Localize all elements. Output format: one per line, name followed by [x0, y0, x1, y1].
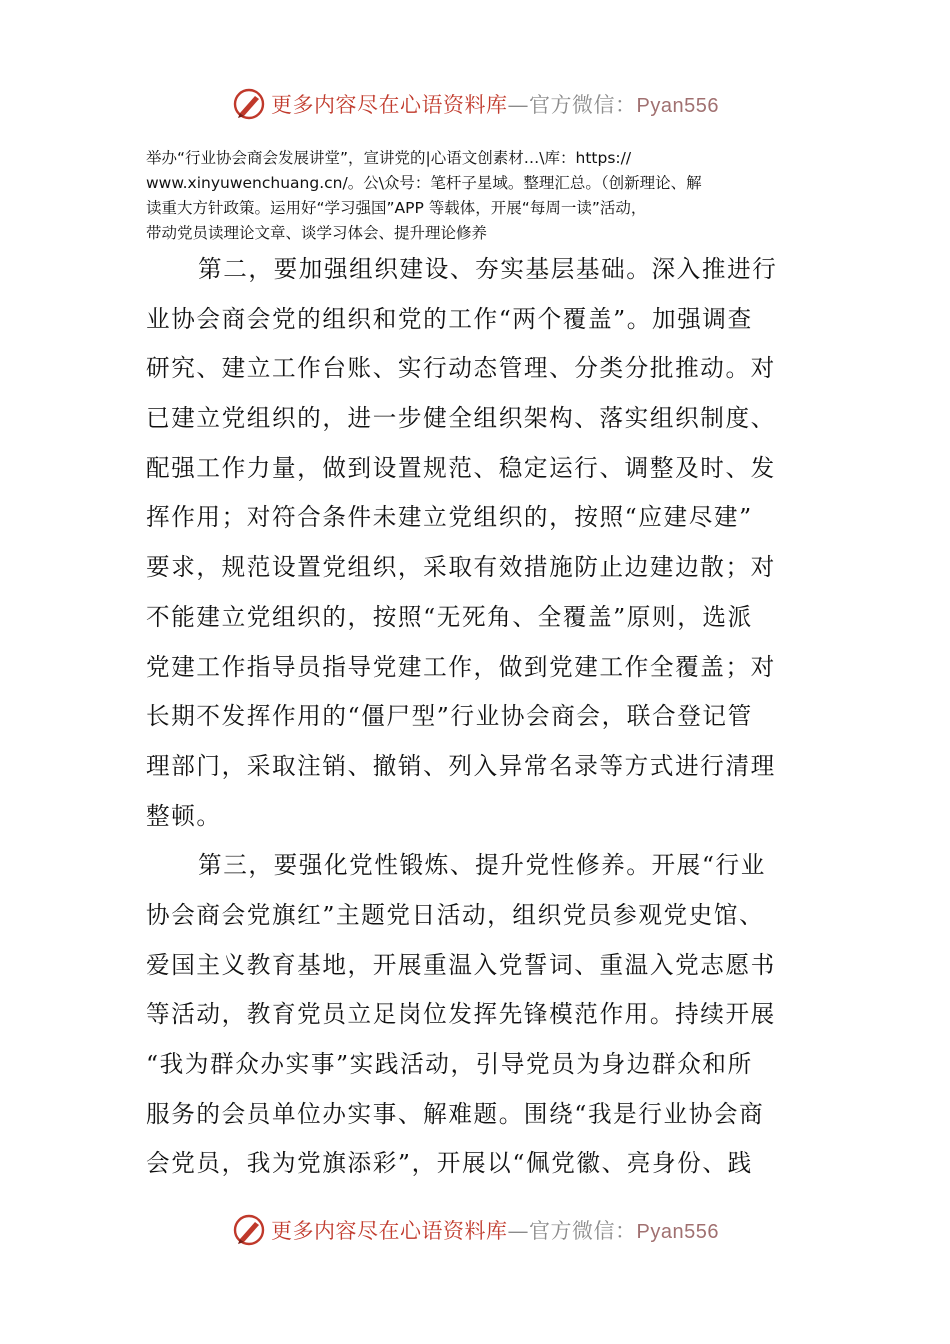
banner-dash: — — [507, 93, 530, 117]
banner-text — [271, 1215, 719, 1245]
paragraph-line: 长期不发挥作用的“僵尸型”行业协会商会，联合登记管 — [146, 702, 753, 731]
paragraph-line: 协会商会党旗红”主题党日活动，组织党员参观党史馆、 — [146, 900, 765, 929]
note-line: 举办“行业协会商会发展讲堂”，宣讲党的|心语文创素材…\库：https:// — [146, 149, 632, 167]
header-banner — [0, 84, 950, 124]
paragraph-2 — [146, 245, 786, 841]
paragraph-line: 服务的会员单位办实事、解难题。围绕“我是行业协会商 — [146, 1099, 765, 1128]
paragraph-line: 不能建立党组织的，按照“无死角、全覆盖”原则，选派 — [146, 602, 753, 631]
paragraph-line: 已建立党组织的，进一步健全组织架构、落实组织制度、 — [146, 404, 776, 433]
paragraph-line: 第二，要加强组织建设、夯实基层基础。深入推进行 — [198, 255, 778, 283]
paragraph-line: 挥作用；对符合条件未建立党组织的，按照“应建尽建” — [146, 503, 753, 532]
banner-wechat-label: 官方微信： — [529, 93, 637, 117]
banner-handle: Pyan556 — [636, 95, 719, 117]
banner-prefix: 更多内容尽在心语资料库 — [271, 93, 508, 117]
paragraph-line: 爱国主义教育基地，开展重温入党誓词、重温入党志愿书 — [146, 950, 776, 979]
paragraph-line: 整顿。 — [146, 801, 222, 830]
pen-circle-icon — [231, 1212, 267, 1248]
note-line: 读重大方针政策。运用好“学习强国”APP 等载体，开展“每周一读”活动， — [146, 199, 647, 217]
note-line: www.xinyuwenchuang.cn/。公\众号：笔杆子星域。整理汇总。（创新理论、解 — [146, 174, 702, 192]
paragraph-line: “我为群众办实事”实践活动，引导党员为身边群众和所 — [146, 1050, 753, 1078]
paragraph-line: 业协会商会党的组织和党的工作“两个覆盖”。加强调查 — [146, 304, 753, 333]
paragraph-line: 研究、建立工作台账、实行动态管理、分类分批推动。对 — [146, 354, 776, 383]
paragraph-line: 第三，要强化党性锻炼、提升党性修养。开展“行业 — [198, 851, 766, 880]
pen-circle-icon — [231, 86, 267, 122]
paragraph-line: 要求，规范设置党组织，采取有效措施防止边建边散；对 — [146, 553, 776, 582]
banner-wechat-label: 官方微信： — [529, 1219, 637, 1243]
paragraph-3 — [146, 841, 786, 1189]
paragraph-line: 配强工作力量，做到设置规范、稳定运行、调整及时、发 — [146, 453, 776, 482]
banner-dash: — — [507, 1219, 530, 1243]
banner-handle: Pyan556 — [636, 1221, 719, 1243]
body-text — [146, 245, 786, 1189]
banner-prefix: 更多内容尽在心语资料库 — [271, 1219, 508, 1243]
paragraph-line: 理部门，采取注销、撤销、列入异常名录等方式进行清理 — [146, 751, 776, 780]
paragraph-line: 党建工作指导员指导党建工作，做到党建工作全覆盖；对 — [146, 652, 776, 681]
paragraph-line: 会党员，我为党旗添彩”，开展以“佩党徽、亮身份、践 — [146, 1149, 753, 1178]
note-block — [146, 146, 806, 246]
note-line: 带动党员读理论文章、谈学习体会、提升理论修养 — [146, 224, 488, 242]
footer-banner — [0, 1210, 950, 1250]
banner-text — [271, 89, 719, 119]
paragraph-line: 等活动，教育党员立足岗位发挥先锋模范作用。持续开展 — [146, 1000, 776, 1029]
